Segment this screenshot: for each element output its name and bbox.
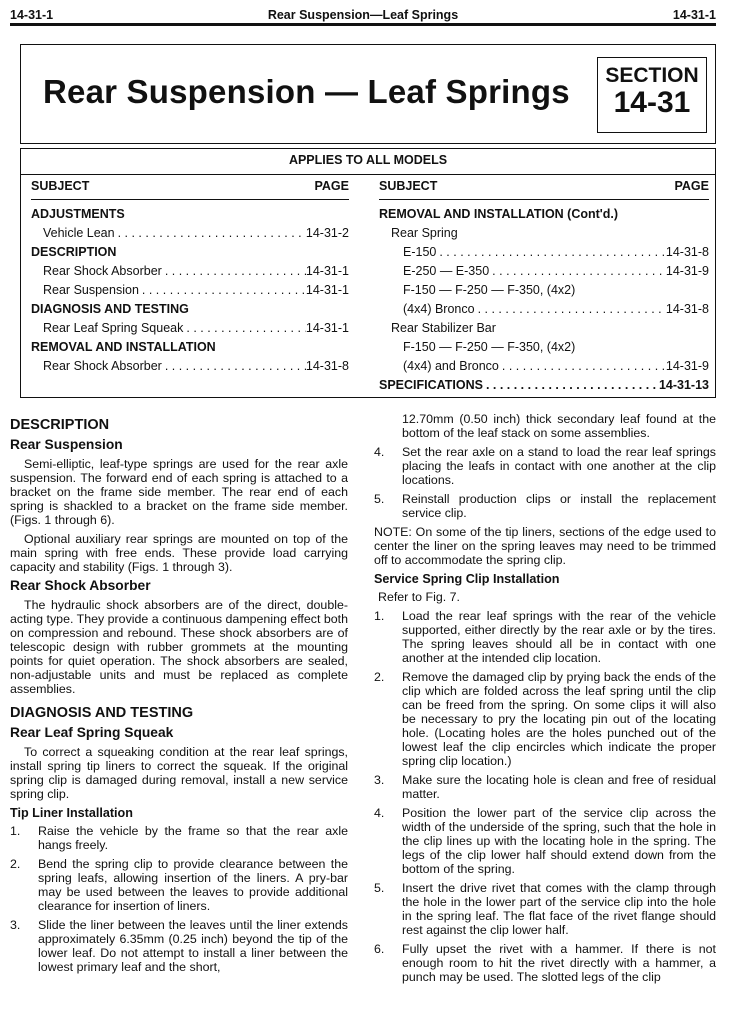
note: NOTE: On some of the tip liners, sections of the edge used to center the liner on the spring leaves may need to be trimmed off to accommodate the spring clip. xyxy=(374,525,716,567)
heading-service-spring-clip-installation: Service Spring Clip Installation xyxy=(374,572,560,586)
toc-leader-dots xyxy=(499,357,666,376)
toc-entry-label: REMOVAL AND INSTALLATION xyxy=(31,340,216,354)
toc-entry-label: F-150 — F-250 — F-350, (4x2) xyxy=(403,340,576,354)
toc-entry xyxy=(31,262,349,281)
toc-entry-label: Rear Stabilizer Bar xyxy=(391,321,496,335)
toc-leader-dots xyxy=(436,243,666,262)
toc-entry-page: 14-31-2 xyxy=(305,226,349,240)
subject-label: SUBJECT xyxy=(31,179,90,193)
section-box xyxy=(597,57,707,133)
step-text: Remove the damaged clip by prying back the ends of the clip which are folded across the leaf spring until the clip can be freed from the spring. On some clips it will also be necessary to pry the locating pin out of the locating hole. (Locating holes are the holes punched out of the lowest leaf the clip encircles which indicate the proper spring clip location.) xyxy=(402,670,716,768)
numbered-step xyxy=(374,609,716,665)
step-number: 6. xyxy=(374,942,385,956)
numbered-step xyxy=(374,492,716,520)
step-number: 5. xyxy=(374,492,385,506)
toc-leader-dots xyxy=(162,357,306,376)
header-page-left: 14-31-1 xyxy=(10,8,54,22)
toc-entry-label: Rear Shock Absorber xyxy=(43,359,162,373)
toc-top-divider xyxy=(21,174,715,175)
toc-entry xyxy=(31,338,349,357)
toc-entry-label: Vehicle Lean xyxy=(43,226,115,240)
toc-leader-dots xyxy=(475,300,666,319)
numbered-step xyxy=(10,918,348,974)
page-label: PAGE xyxy=(314,179,349,193)
toc-entry xyxy=(31,300,349,319)
numbered-step xyxy=(374,773,716,801)
title-box xyxy=(20,44,716,144)
toc-entry xyxy=(31,319,349,338)
toc-entry xyxy=(31,243,349,262)
step-number: 3. xyxy=(374,773,385,787)
heading-rear-leaf-spring-squeak: Rear Leaf Spring Squeak xyxy=(10,725,174,740)
step-number: 1. xyxy=(10,824,21,838)
toc-entry-label: Rear Leaf Spring Squeak xyxy=(43,321,184,335)
table-of-contents xyxy=(20,148,716,398)
numbered-step xyxy=(10,857,348,913)
heading-tip-liner-installation: Tip Liner Installation xyxy=(10,806,133,820)
step-number: 1. xyxy=(374,609,385,623)
toc-entry xyxy=(379,319,709,338)
step-text: Reinstall production clips or install the replacement service clip. xyxy=(402,492,716,520)
toc-leader-dots xyxy=(483,376,659,395)
toc-entry xyxy=(31,224,349,243)
toc-entry-label: ADJUSTMENTS xyxy=(31,207,125,221)
body-left-column xyxy=(10,412,348,979)
paragraph: Semi-elliptic, leaf-type springs are used for the rear axle suspension. The forward end of each spring is attached to a bracket on the frame side member. The rear end of each spring is shackled to a bracket on the frame side member. (Figs. 1 through 6). xyxy=(10,457,348,527)
toc-entry-label: DIAGNOSIS AND TESTING xyxy=(31,302,189,316)
paragraph: Optional auxiliary rear springs are mounted on top of the main spring with free ends. These provide load carrying capacity and stability (Figs. 1 through 3). xyxy=(10,532,348,574)
step-text: Fully upset the rivet with a hammer. If there is not enough room to hit the rivet directly with a hammer, a punch may be used. The slotted legs of the clip xyxy=(402,942,716,984)
toc-entry xyxy=(379,376,709,395)
header-page-right: 14-31-1 xyxy=(672,8,716,22)
step-number: 4. xyxy=(374,806,385,820)
toc-entry-page: 14-31-8 xyxy=(665,302,709,316)
toc-entry-label: Rear Spring xyxy=(391,226,458,240)
section-number: 14-31 xyxy=(613,86,691,119)
section-label: SECTION xyxy=(605,64,699,87)
paragraph: The hydraulic shock absorbers are of the direct, double-acting type. They provide a continuous dampening effect both on compression and rebound. These shock absorbers are of telescopic design with rubber grommets at the mounting points for quiet operation. The shock absorbers are sealed, non-adjustable units and must be replaced as complete assemblies. xyxy=(10,598,348,696)
toc-right-rows xyxy=(379,205,709,395)
toc-leader-dots xyxy=(183,319,306,338)
toc-entry-label: DESCRIPTION xyxy=(31,245,117,259)
numbered-step xyxy=(374,670,716,768)
step-text: Insert the drive rivet that comes with the clamp through the hole in the lower part of the service clip into the hole in the spring leaf. The flat face of the rivet flange should rest against the clip lower half. xyxy=(402,881,716,937)
toc-entry xyxy=(31,357,349,376)
toc-entry xyxy=(379,243,709,262)
numbered-step xyxy=(10,824,348,852)
toc-entry-page: 14-31-1 xyxy=(305,321,349,335)
numbered-step xyxy=(374,942,716,984)
toc-entry-page: 14-31-1 xyxy=(305,264,349,278)
page-title: Rear Suspension — Leaf Springs xyxy=(43,73,570,110)
heading-rear-shock-absorber: Rear Shock Absorber xyxy=(10,578,151,593)
paragraph: To correct a squeaking condition at the rear leaf springs, install spring tip liners to correct the squeak. If the original spring clip is damaged during removal, install a new service spring clip. xyxy=(10,745,348,801)
toc-entry xyxy=(379,357,709,376)
numbered-step xyxy=(374,806,716,876)
toc-entry xyxy=(379,224,709,243)
heading-diagnosis-and-testing: DIAGNOSIS AND TESTING xyxy=(10,705,194,721)
heading-rear-suspension: Rear Suspension xyxy=(10,437,123,452)
step-number: 3. xyxy=(10,918,21,932)
step-number: 2. xyxy=(374,670,385,684)
toc-right-header xyxy=(379,179,709,198)
toc-left-rows xyxy=(31,205,349,376)
toc-leader-dots xyxy=(162,262,306,281)
numbered-step xyxy=(374,881,716,937)
step-text: Set the rear axle on a stand to load the rear leaf springs placing the leafs in contact with one another at the clip locations. xyxy=(402,445,716,487)
step-text: Load the rear leaf springs with the rear of the vehicle supported, either directly by the rear axle or by the tires. The spring leaves should all be in contact with one another at the intended clip location. xyxy=(402,609,716,665)
page-label: PAGE xyxy=(674,179,709,193)
step-number: 2. xyxy=(10,857,21,871)
step-text: Make sure the locating hole is clean and free of residual matter. xyxy=(402,773,716,801)
toc-entry xyxy=(379,300,709,319)
toc-entry-page: 14-31-9 xyxy=(665,359,709,373)
step-text: Position the lower part of the service clip across the width of the underside of the spring, such that the hole in the clip lines up with the locating hole in the spring. The legs of the clip lower half should extend down from the bottom of the spring. xyxy=(402,806,716,876)
toc-entry-page: 14-31-1 xyxy=(305,283,349,297)
numbered-step xyxy=(374,445,716,487)
toc-entry-label: REMOVAL AND INSTALLATION (Cont'd.) xyxy=(379,207,619,221)
toc-entry-page: 14-31-13 xyxy=(658,378,709,392)
step-text: Slide the liner between the leaves until the liner extends approximately 6.35mm (0.25 inch) beyond the tip of the lower leaf. Do not attempt to install a liner between the lowest primary leaf and the short, xyxy=(38,918,348,974)
toc-leader-dots xyxy=(489,262,666,281)
toc-entry xyxy=(379,262,709,281)
toc-entry-label: (4x4) Bronco xyxy=(403,302,475,316)
toc-entry xyxy=(31,281,349,300)
toc-entry-page: 14-31-8 xyxy=(665,245,709,259)
toc-entry-label: (4x4) and Bronco xyxy=(403,359,499,373)
toc-entry-label: F-150 — F-250 — F-350, (4x2) xyxy=(403,283,576,297)
body-right-column xyxy=(374,412,716,989)
subject-label: SUBJECT xyxy=(379,179,438,193)
toc-entry-label: Rear Shock Absorber xyxy=(43,264,162,278)
toc-left-column xyxy=(31,179,349,376)
toc-leader-dots xyxy=(139,281,306,300)
toc-entry-label: E-150 xyxy=(403,245,437,259)
toc-entry-label: SPECIFICATIONS xyxy=(379,378,483,392)
running-header xyxy=(10,6,716,26)
toc-entry-label: E-250 — E-350 xyxy=(403,264,490,278)
toc-right-column xyxy=(379,179,709,395)
step-text: Bend the spring clip to provide clearance between the spring leafs, allowing insertion of the liners. A pry-bar may be used between the leaves to provide additional clearance for insertion of liners. xyxy=(38,857,348,913)
tip-liner-steps-continued xyxy=(374,445,716,520)
toc-left-header xyxy=(31,179,349,198)
toc-leader-dots xyxy=(115,224,306,243)
toc-entry-page: 14-31-8 xyxy=(305,359,349,373)
toc-entry xyxy=(31,205,349,224)
applies-to-label: APPLIES TO ALL MODELS xyxy=(288,153,448,167)
toc-entry xyxy=(379,281,709,300)
step-continuation: 12.70mm (0.50 inch) thick secondary leaf found at the bottom of the leaf stack on some assemblies. xyxy=(402,412,716,440)
toc-entry xyxy=(379,338,709,357)
toc-entry-label: Rear Suspension xyxy=(43,283,139,297)
service-clip-steps xyxy=(374,609,716,984)
step-text: Raise the vehicle by the frame so that the rear axle hangs freely. xyxy=(38,824,348,852)
heading-description: DESCRIPTION xyxy=(10,417,110,433)
header-title: Rear Suspension—Leaf Springs xyxy=(267,8,459,22)
toc-entry-page: 14-31-9 xyxy=(665,264,709,278)
tip-liner-steps xyxy=(10,824,348,974)
step-number: 4. xyxy=(374,445,385,459)
figure-reference: Refer to Fig. 7. xyxy=(378,590,460,604)
toc-entry xyxy=(379,205,709,224)
step-number: 5. xyxy=(374,881,385,895)
